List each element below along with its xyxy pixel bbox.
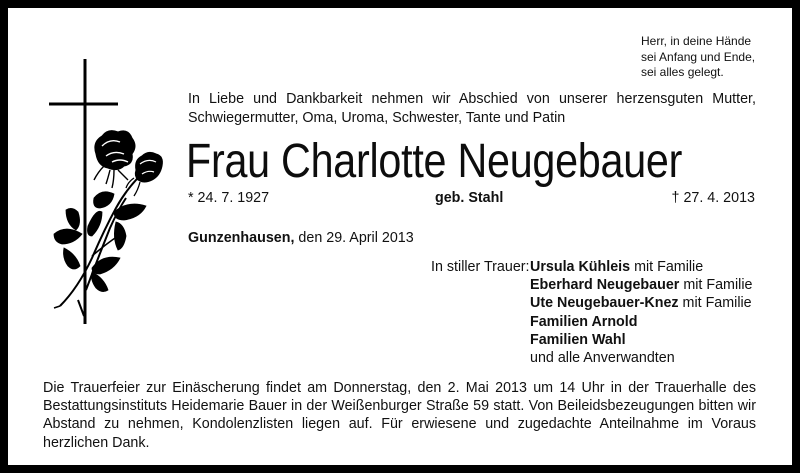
date: den 29. April 2013 (294, 230, 414, 246)
place: Gunzenhausen, (188, 230, 295, 246)
intro-text (188, 90, 756, 127)
mourner-suffix: und alle Anverwandten (530, 350, 675, 367)
mourners-label: In stiller Trauer: (431, 259, 530, 275)
mourner-name: Familien Wahl (530, 331, 626, 348)
maiden-name: geb. Stahl (435, 190, 504, 206)
intro-line-2: Schwiegermutter, Oma, Uroma, Schwester, Tante und Patin (188, 109, 566, 126)
mourner-name: Eberhard Neugebauer (530, 277, 680, 294)
motto-line: Herr, in deine Hände (641, 34, 752, 48)
mourner-entry (530, 313, 752, 331)
motto-line: sei Anfang und Ende, (641, 49, 756, 64)
mourner-entry (530, 276, 752, 294)
mourner-name: Familien Arnold (530, 313, 638, 330)
cross-with-rose-icon (48, 58, 178, 338)
mourner-entry (530, 331, 752, 349)
intro-line-1: In Liebe und Dankbarkeit nehmen wir Abschied von unserer herzensguten Mutter, (188, 91, 756, 107)
death-date: † 27. 4. 2013 (671, 190, 755, 206)
mourners-list (530, 258, 752, 367)
mourner-entry (530, 349, 752, 367)
mourner-name: Ute Neugebauer-Knez (530, 295, 679, 312)
place-date (188, 229, 414, 247)
mourner-entry (530, 294, 752, 312)
rose-icon (54, 131, 162, 316)
mourner-suffix: mit Familie (678, 295, 752, 312)
mourner-name: Ursula Kühleis (530, 259, 631, 275)
obituary-notice (8, 8, 792, 465)
birth-date: * 24. 7. 1927 (188, 190, 270, 206)
deceased-name: Frau Charlotte Neugebauer (186, 135, 683, 188)
mourner-suffix: mit Familie (630, 259, 704, 275)
funeral-details: Die Trauerfeier zur Einäscherung findet am Donnerstag, den 2. Mai 2013 um 14 Uhr in der Trauerhalle des Bestattungsinstituts Heidemarie Bauer in der Weißenburger Straße 59 statt. Von Beileidsbezeugungen bitten wir Abstand zu nehmen, Kondolenzlisten liegen auf. Für erwiesene und zugedachte Anteilnahme im Voraus herzlichen Dank. (43, 380, 756, 451)
motto (641, 34, 755, 81)
motto-line: sei alles gelegt. (641, 65, 724, 79)
mourner-entry (530, 258, 752, 276)
mourner-suffix: mit Familie (679, 277, 753, 294)
